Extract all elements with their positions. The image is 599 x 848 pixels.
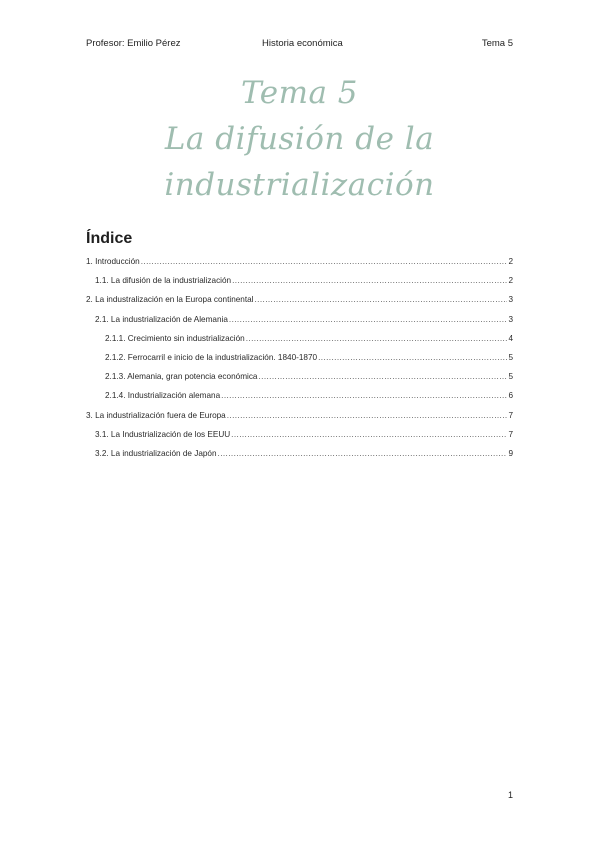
index-heading: Índice [86,230,133,247]
toc-entry-page: 7 [508,410,513,420]
toc-leader-dots [227,406,508,425]
toc-entry-label: 3.2. La industrialización de Japón [95,448,217,458]
toc-entry-page: 4 [508,333,513,343]
header-topic: Tema 5 [481,38,513,49]
toc-leader-dots [218,444,508,463]
toc-entry-label: 2.1.2. Ferrocarril e inicio de la industrialización. 1840-1870 [105,352,318,362]
toc-entry[interactable] [86,386,513,405]
toc-entry-page: 2 [508,276,513,286]
toc-leader-dots [141,252,508,271]
toc-leader-dots [232,271,507,290]
toc-entry-page: 7 [508,429,513,439]
toc-entry-page: 3 [508,314,513,324]
toc-entry-page: 2 [508,257,513,266]
toc-entry-label: 2.1.3. Alemania, gran potencia económica [105,372,258,382]
toc-entry-label: 2.1. La industrialización de Alemania [95,314,228,324]
title-line-2: La difusión de la [164,121,435,157]
toc-entry[interactable] [86,348,513,367]
toc-leader-dots [258,367,507,386]
toc-leader-dots [255,290,508,309]
toc-leader-dots [221,386,507,405]
toc-entry[interactable] [86,290,513,309]
toc-entry[interactable] [86,329,513,348]
toc-leader-dots [229,310,508,329]
toc-entry-label: 3. La industrialización fuera de Europa [86,410,226,420]
toc-entry[interactable] [86,406,513,425]
toc-entry-label: 2. La industralización en la Europa continental [86,295,254,305]
toc-entry[interactable] [86,425,513,444]
toc-entry-page: 6 [508,391,513,401]
toc-entry-label: 2.1.1. Crecimiento sin industrialización [105,333,245,343]
toc-leader-dots [318,348,507,367]
toc-entry[interactable] [86,310,513,329]
document-title [0,70,599,208]
toc-entry[interactable] [86,444,513,463]
toc-entry[interactable] [86,367,513,386]
title-line-1: Tema 5 [240,75,359,111]
toc-entry-page: 5 [508,352,513,362]
page-number: 1 [507,790,513,800]
toc-entry-page: 9 [508,448,513,458]
header-subject: Historia económica [262,38,343,49]
toc-entry-label: 2.1.4. Industrialización alemana [105,391,221,401]
toc-entry-page: 3 [508,295,513,305]
toc-entry-label: 3.1. La Industrialización de los EEUU [95,429,231,439]
toc-entry[interactable] [86,252,513,271]
toc-leader-dots [246,329,508,348]
toc-entry[interactable] [86,271,513,290]
title-line-3: industrialización [164,167,435,203]
toc-entry-page: 5 [508,372,513,382]
table-of-contents [86,252,513,463]
header-author: Profesor: Emilio Pérez [86,38,181,49]
toc-entry-label: 1.1. La difusión de la industrialización [95,276,232,286]
toc-leader-dots [231,425,507,444]
toc-entry-label: 1. Introducción [86,257,140,266]
page-header [86,37,513,51]
